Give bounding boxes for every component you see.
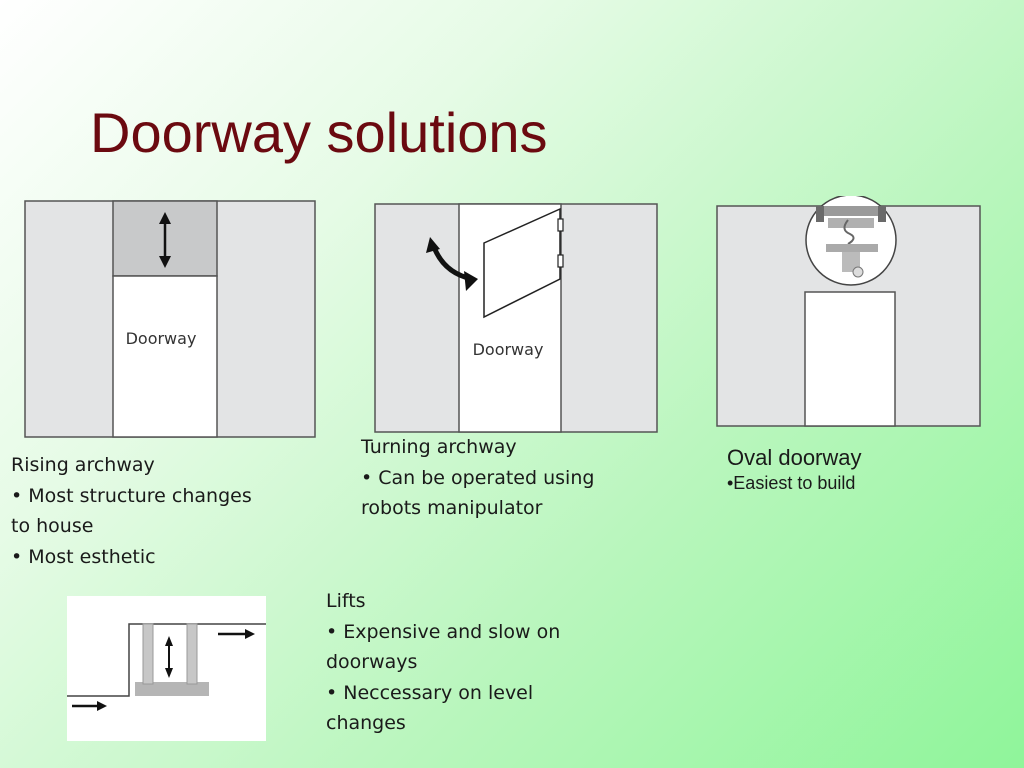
lifts-caption	[326, 586, 560, 739]
caption-line: • Can be operated using	[361, 466, 595, 489]
doorway-label: Doorway	[472, 340, 544, 359]
oval-doorway-diagram	[716, 196, 984, 432]
rising-archway-caption	[11, 450, 252, 572]
caption-heading: Lifts	[326, 590, 366, 612]
caption-heading: Oval doorway	[727, 445, 862, 470]
caption-line: • Neccessary on level	[326, 681, 534, 704]
slide-title: Doorway solutions	[90, 101, 548, 164]
caption-line: doorways	[326, 651, 418, 673]
lifts-diagram	[67, 596, 266, 741]
turning-archway-diagram	[374, 203, 660, 435]
caption-line: to house	[11, 515, 94, 537]
caption-line: • Most esthetic	[11, 545, 156, 568]
rising-archway-diagram	[24, 200, 317, 440]
doorway-label: Doorway	[125, 329, 197, 348]
caption-line: robots manipulator	[361, 497, 543, 519]
caption-line: changes	[326, 712, 406, 734]
caption-heading: Turning archway	[361, 436, 517, 458]
motor-detail-icon	[806, 196, 896, 285]
caption-line: • Most structure changes	[11, 484, 252, 507]
caption-line: •Easiest to build	[727, 473, 856, 493]
caption-heading: Rising archway	[11, 454, 155, 476]
oval-doorway-caption	[727, 444, 862, 494]
caption-line: • Expensive and slow on	[326, 620, 561, 643]
turning-archway-caption	[361, 432, 594, 524]
